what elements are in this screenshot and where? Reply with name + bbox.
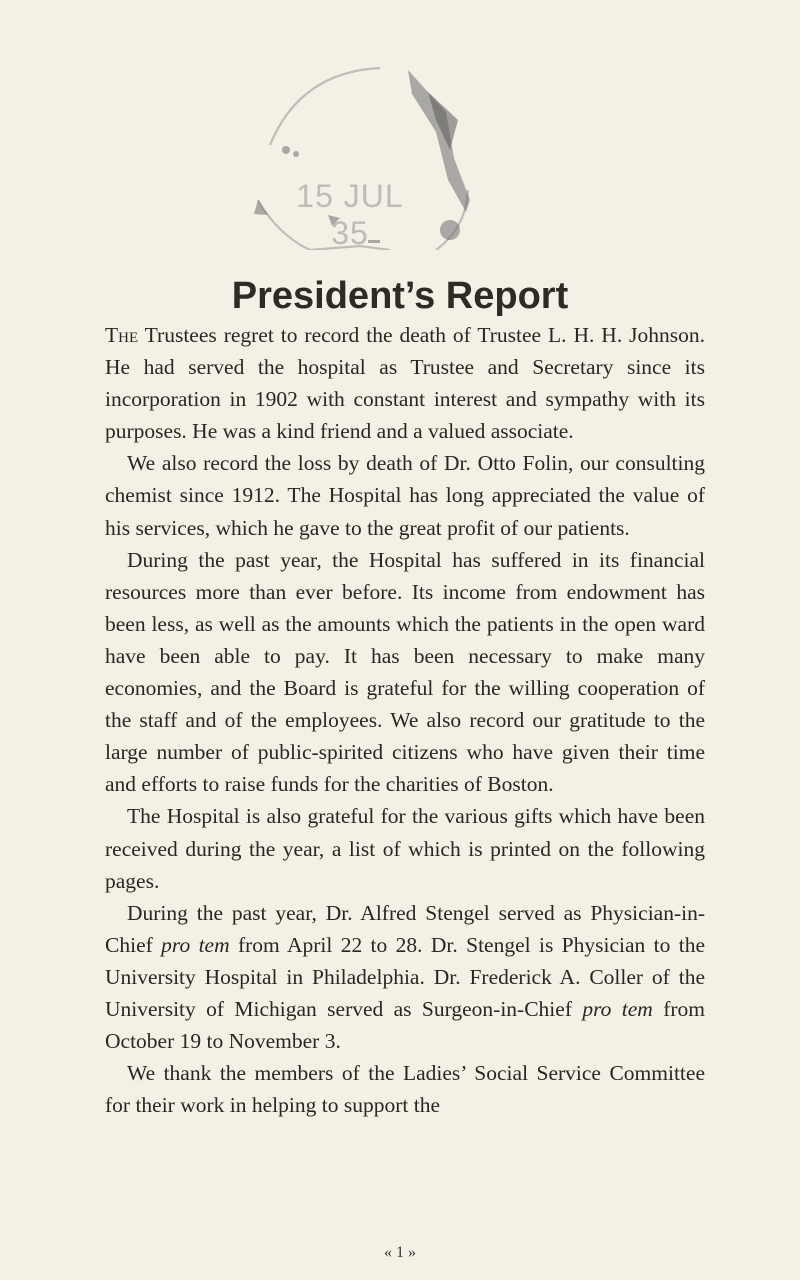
paragraph-5-italic-1: pro tem <box>161 932 230 957</box>
page-title: President’s Report <box>231 275 569 318</box>
library-received-stamp <box>240 50 480 250</box>
paragraph-6 <box>105 1057 705 1121</box>
paragraph-1-text: Trustees regret to record the death of Trustee L. H. H. Johnson. He had served the hospital as Trustee and Secretary since its incorporation in 1902 with constant interest and sympathy with its purposes. He was a kind friend and a valued associate. <box>105 323 705 444</box>
paragraph-5-text-c: from October 19 to November 3. <box>105 996 705 1054</box>
paragraph-4-text: The Hospital is also grateful for the various gifts which have been received during the year, a list of which is printed on the following pages. <box>105 804 705 893</box>
paragraph-1 <box>105 319 705 447</box>
paragraph-3 <box>105 544 705 801</box>
paragraph-5-text-a: During the past year, Dr. Alfred Stengel served as Physician-in-Chief <box>105 900 705 957</box>
paragraph-2-text: We also record the loss by death of Dr. Otto Folin, our consulting chemist since 1912. The Hospital has long appreciated the value of his services, which he gave to the great profit of our patients. <box>105 451 705 540</box>
stamp-date: 15 JUL 35 <box>296 178 404 251</box>
paragraph-5-text-b: from April 22 to 28. Dr. Stengel is Physician to the University Hospital in Philadelphia. Dr. Frederick A. Coller of the University of Michigan served as Surgeon-in-Chief <box>105 932 705 1021</box>
page-number: « 1 » <box>384 1244 416 1261</box>
paragraph-1-lead: The <box>105 323 139 347</box>
report-body <box>105 319 705 1121</box>
paragraph-5-italic-2: pro tem <box>582 996 653 1021</box>
paragraph-4 <box>105 800 705 896</box>
paragraph-6-text: We thank the members of the Ladies’ Social Service Committee for their work in helping to support the <box>105 1061 705 1118</box>
paragraph-5 <box>105 897 705 1057</box>
paragraph-2 <box>105 447 705 543</box>
paragraph-3-text: During the past year, the Hospital has suffered in its financial resources more than ever before. Its income from endowment has been less, as well as the amounts which the patients in the open ward have been able to pay. It has been necessary to make many economies, and the Board is grateful for the willing cooperation of the staff and of the employees. We also record our gratitude to the large number of public-spirited citizens who have given their time and efforts to raise funds for the charities of Boston. <box>105 547 705 797</box>
